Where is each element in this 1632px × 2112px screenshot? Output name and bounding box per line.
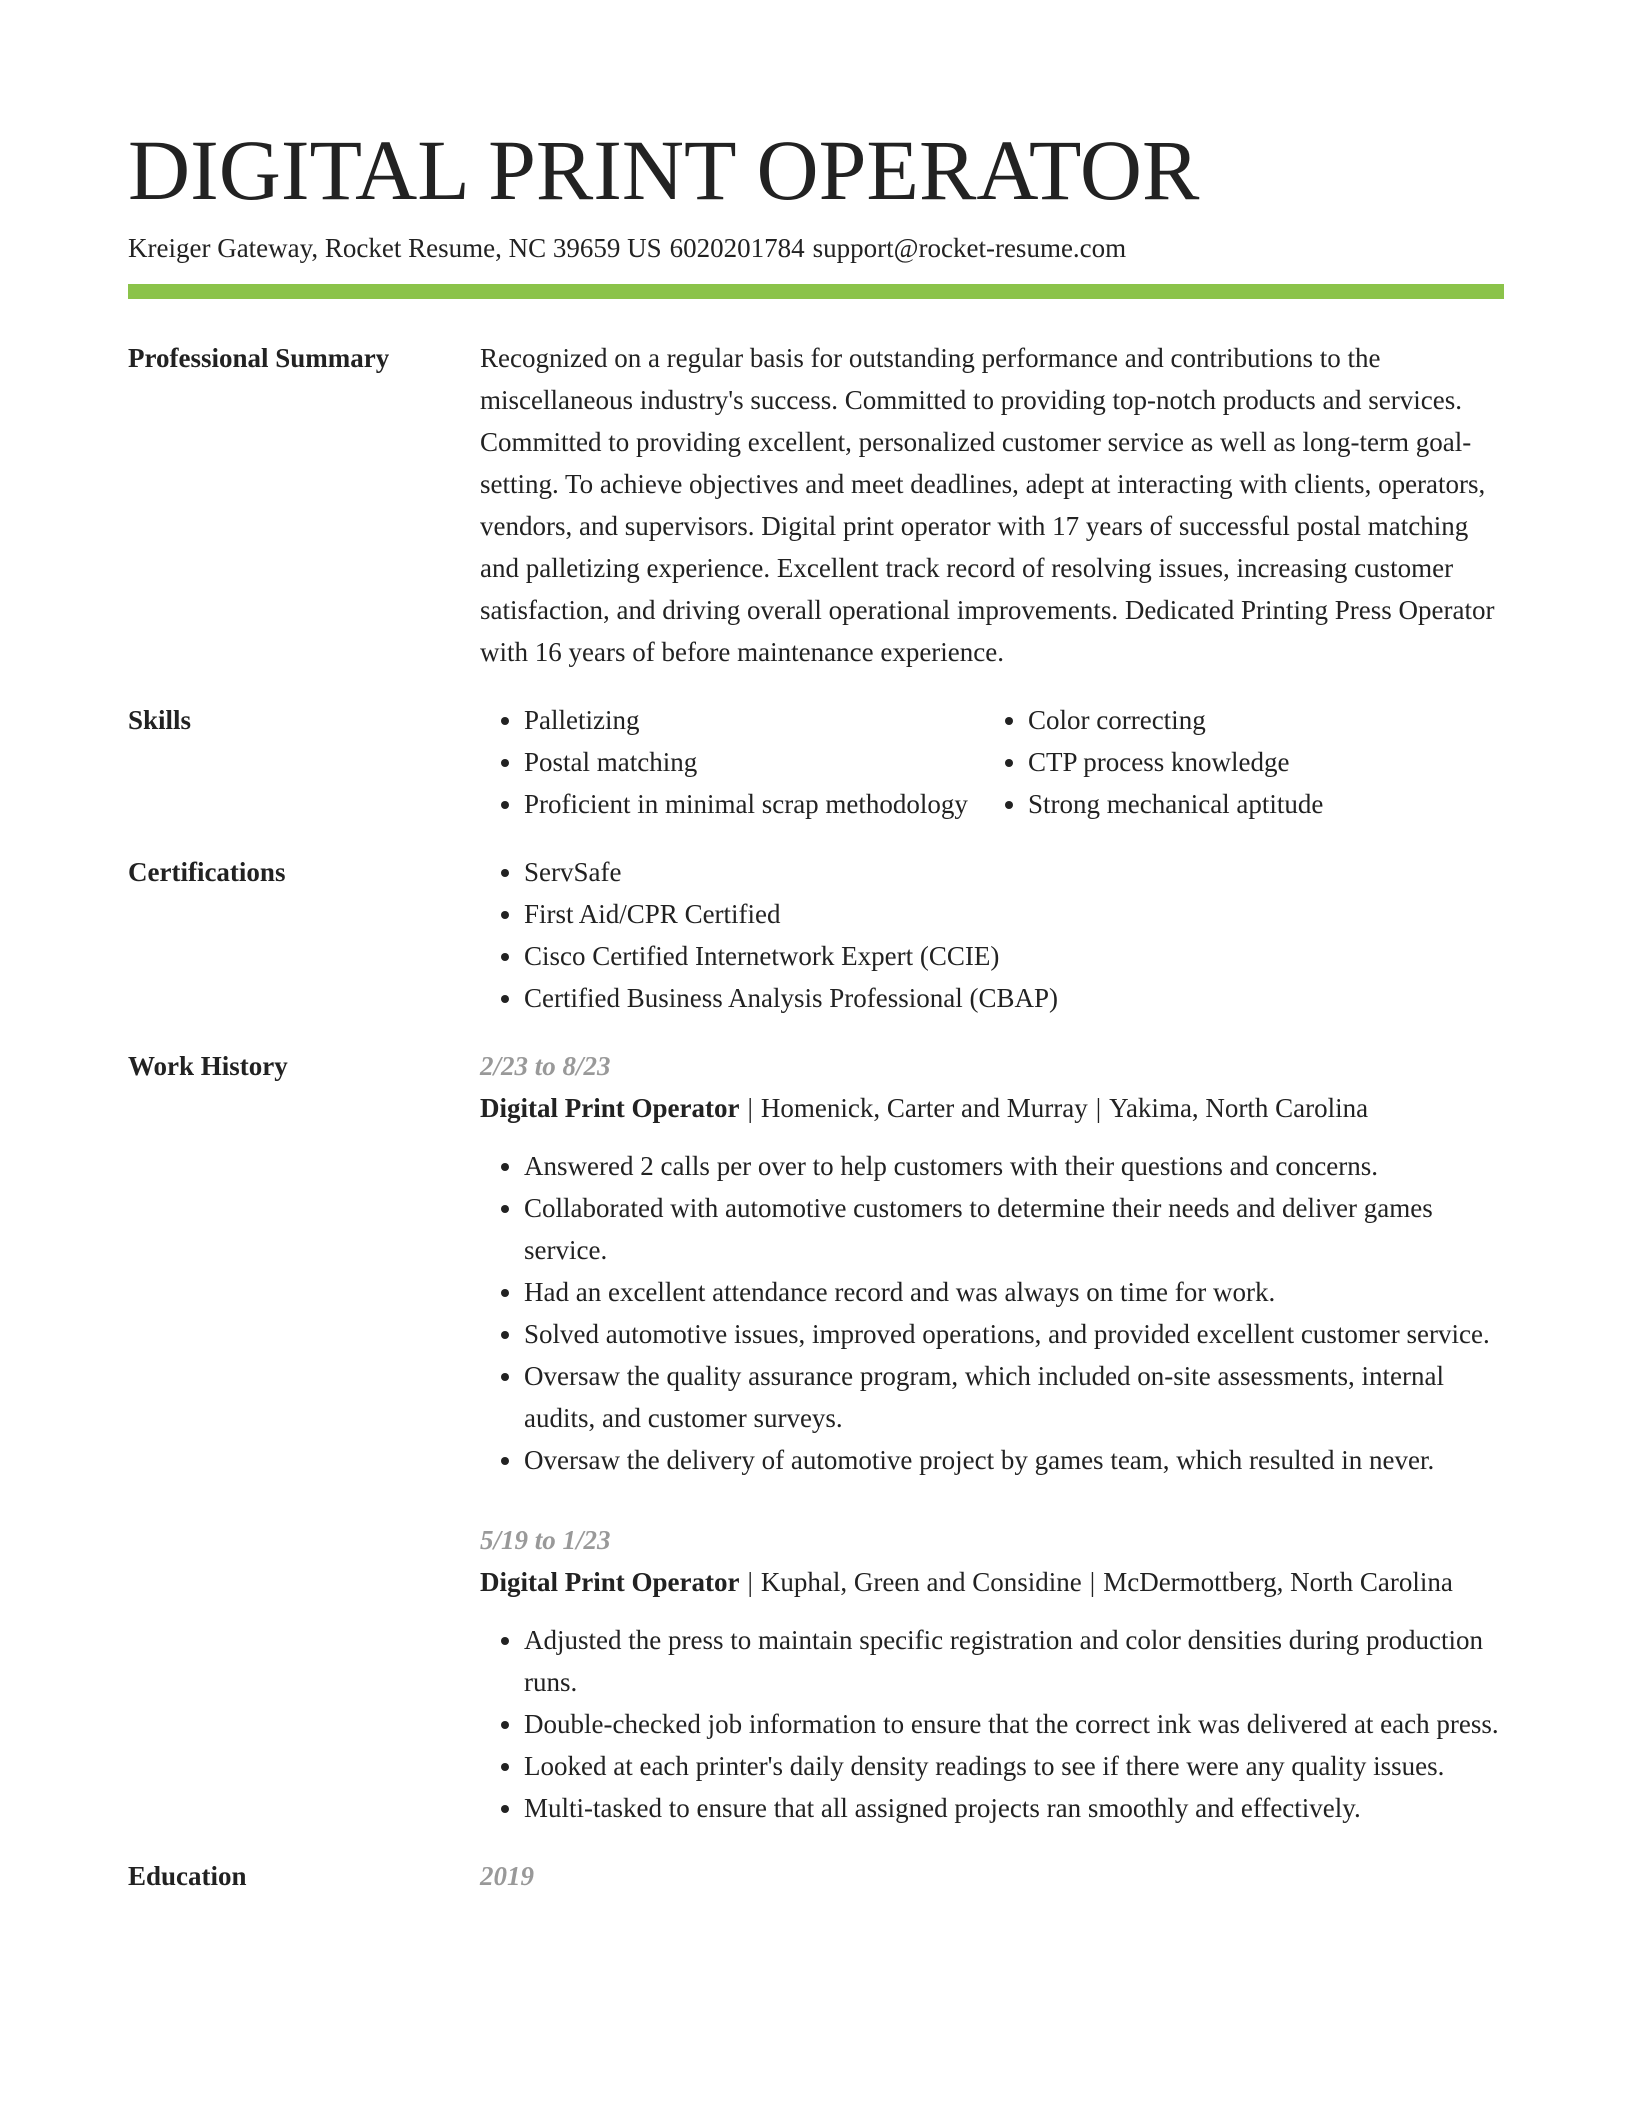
work-history-section bbox=[128, 1045, 1504, 1829]
skill-item: • CTP process knowledge bbox=[1028, 741, 1323, 783]
certifications-section bbox=[128, 851, 1504, 1019]
job-bullet: • Had an excellent attendance record and was always on time for work. bbox=[524, 1271, 1504, 1313]
resume-title: DIGITAL PRINT OPERATOR bbox=[128, 122, 1200, 218]
skill-item: • Proficient in minimal scrap methodology bbox=[524, 783, 984, 825]
education-label: Education bbox=[128, 1861, 247, 1891]
education-date: 2019 bbox=[480, 1861, 534, 1891]
job-location: Yakima, North Carolina bbox=[1109, 1093, 1369, 1123]
job-bullet: • Collaborated with automotive customers to determine their needs and deliver games service. bbox=[524, 1187, 1504, 1271]
job-entry bbox=[480, 1045, 1504, 1481]
job-dates: 5/19 to 1/23 bbox=[480, 1525, 611, 1555]
job-company: Kuphal, Green and Considine bbox=[760, 1567, 1082, 1597]
job-title: Digital Print Operator bbox=[480, 1567, 740, 1597]
job-location: McDermottberg, North Carolina bbox=[1103, 1567, 1453, 1597]
job-bullet: • Solved automotive issues, improved operations, and provided excellent customer service. bbox=[524, 1313, 1504, 1355]
certification-item: • Certified Business Analysis Professional (CBAP) bbox=[524, 977, 1504, 1019]
contact-address: Kreiger Gateway, Rocket Resume, NC 39659 US bbox=[128, 233, 662, 263]
summary-text: Recognized on a regular basis for outstanding performance and contributions to the miscellaneous industry's success. Committed to providing top-notch products and services. Committed to providing excellent, personalized customer service as well as long-term goal-setting. To achieve objectives and meet deadlines, adept at interacting with clients, operators, vendors, and supervisors. Digital print operator with 17 years of successful postal matching and palletizing experience. Excellent track record of resolving issues, increasing customer satisfaction, and driving overall operational improvements. Dedicated Printing Press Operator with 16 years of before maintenance experience. bbox=[480, 343, 1495, 667]
job-company: Homenick, Carter and Murray bbox=[760, 1093, 1088, 1123]
certifications-label: Certifications bbox=[128, 857, 286, 887]
job-entry bbox=[480, 1519, 1504, 1829]
separator: | bbox=[747, 1567, 753, 1597]
job-bullet: • Answered 2 calls per over to help customers with their questions and concerns. bbox=[524, 1145, 1504, 1187]
work-history-label: Work History bbox=[128, 1051, 288, 1081]
contact-line bbox=[128, 230, 1504, 266]
summary-label: Professional Summary bbox=[128, 343, 390, 373]
skill-item: • Postal matching bbox=[524, 741, 984, 783]
job-bullet: • Double-checked job information to ensure that the correct ink was delivered at each press. bbox=[524, 1703, 1504, 1745]
certifications-list bbox=[480, 851, 1504, 1019]
education-section bbox=[128, 1855, 1504, 1897]
job-dates: 2/23 to 8/23 bbox=[480, 1051, 611, 1081]
job-bullets bbox=[480, 1145, 1504, 1481]
certification-item: • First Aid/CPR Certified bbox=[524, 893, 1504, 935]
skills-section bbox=[128, 699, 1504, 825]
skills-label: Skills bbox=[128, 705, 192, 735]
job-bullets bbox=[480, 1619, 1504, 1829]
job-heading bbox=[480, 1087, 1504, 1129]
job-bullet: • Looked at each printer's daily density readings to see if there were any quality issues. bbox=[524, 1745, 1504, 1787]
job-bullet: • Oversaw the quality assurance program, which included on-site assessments, internal audits, and customer surveys. bbox=[524, 1355, 1504, 1439]
skills-list-right bbox=[984, 699, 1323, 825]
certification-item: • ServSafe bbox=[524, 851, 1504, 893]
summary-section bbox=[128, 337, 1504, 673]
certification-item: • Cisco Certified Internetwork Expert (CCIE) bbox=[524, 935, 1504, 977]
separator: | bbox=[1089, 1567, 1096, 1597]
separator: | bbox=[1095, 1093, 1102, 1123]
skill-item: • Strong mechanical aptitude bbox=[1028, 783, 1323, 825]
job-title: Digital Print Operator bbox=[480, 1093, 740, 1123]
contact-email: support@rocket-resume.com bbox=[812, 233, 1127, 263]
skill-item: • Palletizing bbox=[524, 699, 984, 741]
job-bullet: • Oversaw the delivery of automotive project by games team, which resulted in never. bbox=[524, 1439, 1504, 1481]
job-bullet: • Multi-tasked to ensure that all assigned projects ran smoothly and effectively. bbox=[524, 1787, 1504, 1829]
separator: | bbox=[747, 1093, 753, 1123]
job-bullet: • Adjusted the press to maintain specific registration and color densities during production runs. bbox=[524, 1619, 1504, 1703]
resume-page bbox=[128, 120, 1504, 1923]
contact-phone: 6020201784 bbox=[669, 233, 805, 263]
skills-list-left bbox=[480, 699, 984, 825]
header-divider bbox=[128, 284, 1504, 299]
job-heading bbox=[480, 1561, 1504, 1603]
skill-item: • Color correcting bbox=[1028, 699, 1323, 741]
